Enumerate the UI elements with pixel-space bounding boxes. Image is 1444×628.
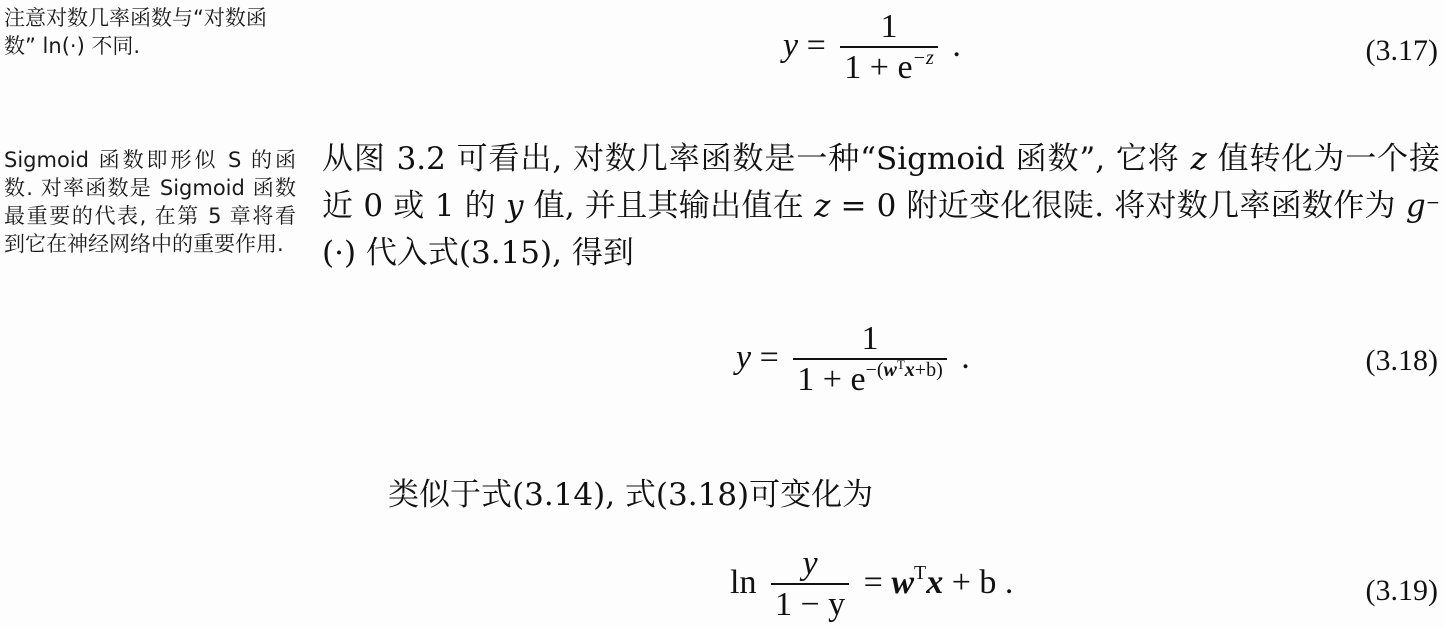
equals-sign: = <box>863 563 892 601</box>
equals-sign: = <box>806 26 835 64</box>
equation-3-17 <box>783 8 961 88</box>
p1-text-e: (·) 代入式(3.15), 得到 <box>322 235 634 271</box>
eq319-x: x <box>926 563 944 601</box>
equation-number-3-17: (3.17) <box>1365 34 1438 67</box>
p1-var-z: z <box>1190 141 1207 177</box>
p1-g-superscript: − <box>1425 193 1441 213</box>
margin-note-log-odds: 注意对数几率函数与“对数函数” ln(·) 不同. <box>4 6 267 58</box>
p1-text-c: 值, 并且其输出值在 <box>523 188 815 224</box>
eq318-exp-w: w <box>883 359 897 381</box>
eq317-exponent: −z <box>912 47 934 69</box>
period: . <box>952 26 961 64</box>
p1-var-g: g <box>1405 188 1426 224</box>
eq317-fraction <box>840 8 938 88</box>
p1-var-z2: z <box>814 188 831 224</box>
margin-note-sigmoid: Sigmoid 函数即形似 S 的函数. 对率函数是 Sigmoid 函数最重要的代表, 在第 5 章将看到它在神经网络中的重要作用. <box>4 148 296 256</box>
eq318-exp-a: −( <box>865 359 884 381</box>
eq318-exp-x: x <box>904 359 915 381</box>
eq317-den-base: 1 + e <box>844 49 913 86</box>
equation-number-3-18: (3.18) <box>1365 344 1438 377</box>
eq318-exponent <box>866 359 943 381</box>
eq317-numerator: 1 <box>880 8 898 45</box>
eq319-numerator: y <box>802 545 818 582</box>
equation-3-19 <box>730 545 1013 625</box>
eq318-numerator: 1 <box>861 320 879 357</box>
eq319-fraction <box>771 545 849 625</box>
eq319-tail: + b . <box>943 563 1014 601</box>
paragraph-sigmoid <box>322 136 1440 277</box>
period: . <box>961 338 970 376</box>
p1-text-d: = 0 附近变化很陡. 将对数几率函数作为 <box>830 188 1406 224</box>
p1-var-y: y <box>506 188 524 224</box>
p1-text-b: 值转化为一个接近 0 或 1 的 <box>322 141 1441 224</box>
eq318-exp-t: T <box>896 357 905 372</box>
eq318-lhs: y <box>736 338 752 376</box>
equation-number-3-19: (3.19) <box>1365 574 1438 607</box>
eq318-denominator <box>793 358 946 400</box>
equation-3-18 <box>736 320 970 400</box>
eq319-w: w <box>891 563 915 601</box>
eq319-ln: ln <box>730 563 757 601</box>
eq318-fraction <box>793 320 946 400</box>
eq319-t: T <box>914 561 927 584</box>
equals-sign: = <box>759 338 788 376</box>
eq318-den-base: 1 + e <box>797 361 866 398</box>
eq318-exp-b: +b) <box>914 359 943 381</box>
eq317-lhs: y <box>783 26 799 64</box>
eq317-denominator <box>840 46 938 88</box>
paragraph-transform: 类似于式(3.14), 式(3.18)可变化为 <box>388 477 874 513</box>
p1-text-a: 从图 3.2 可看出, 对数几率函数是一种“Sigmoid 函数”, 它将 <box>322 141 1191 177</box>
eq319-denominator: 1 − y <box>771 583 849 625</box>
